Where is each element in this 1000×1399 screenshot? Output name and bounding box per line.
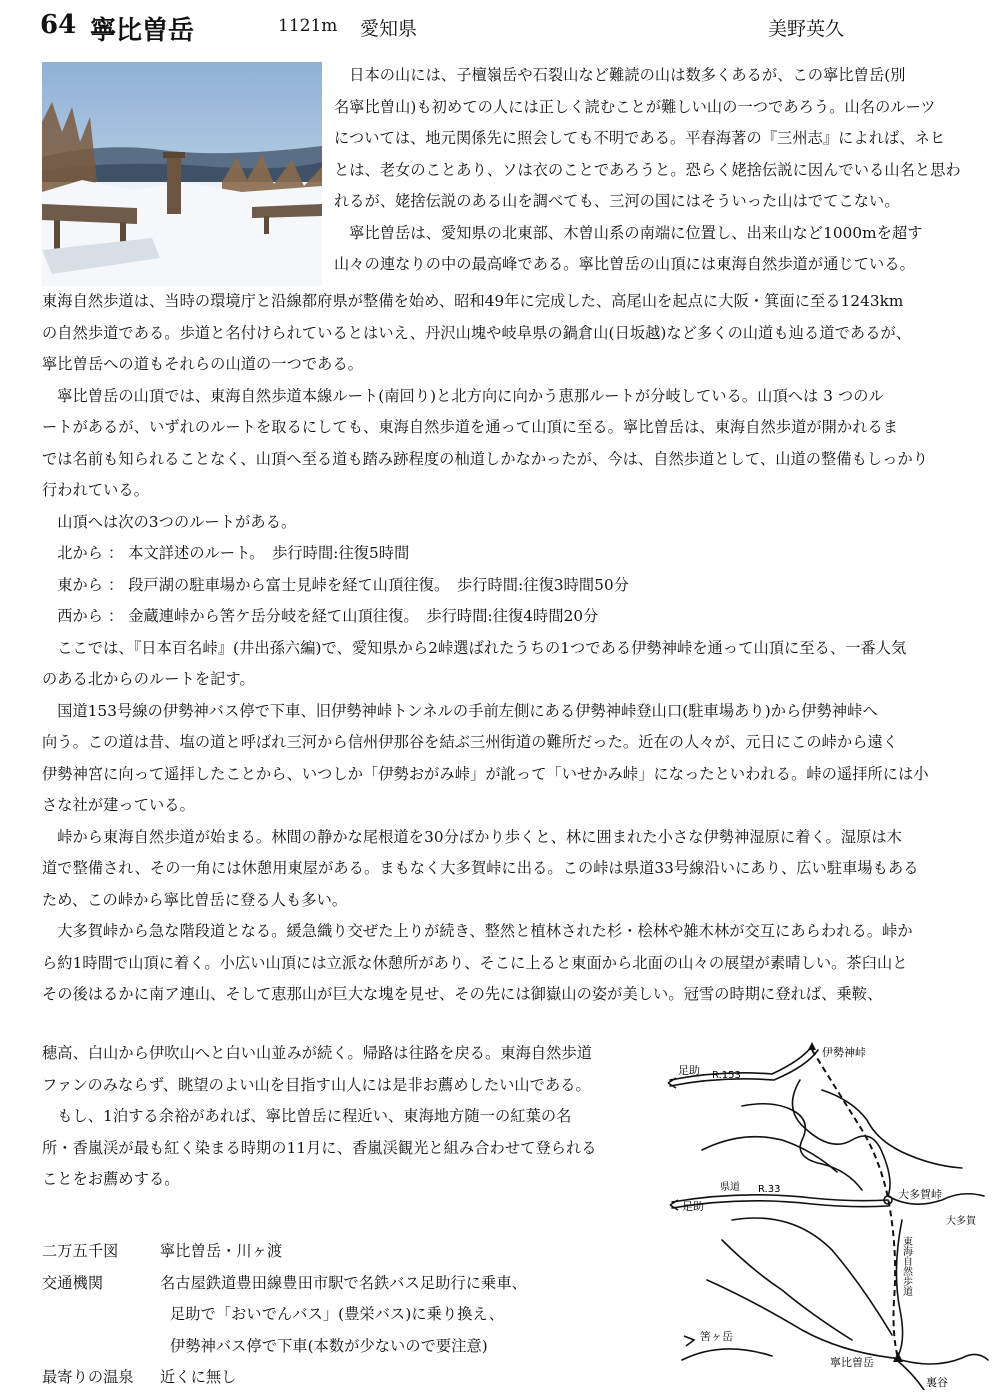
closing-text (42, 1038, 597, 1196)
text-line: 峠から東海自然歩道が始まる。林間の静かな尾根道を30分ばかり歩くと、林に囲まれた小さな伊勢神湿原に着く。湿原は木 (57, 827, 902, 846)
info-value-onsen: 近くに無し (160, 1368, 237, 1386)
text-line: 東海自然歩道は、当時の環境庁と沿線都府県が整備を始め、昭和49年に完成した、高尾山を起点に大阪・箕面に至る1243km (42, 292, 904, 310)
text-line: 伊勢神宮に向って遥拝したことから、いつしか「伊勢おがみ峠」が訛って「いせかみ峠」になったといわれる。峠の遥拝所には小 (42, 764, 929, 783)
text-line: ら約1時間で山頂に着く。小広い山頂には立派な休憩所があり、そこに上ると東面から北面の山々の展望が素晴しい。茶臼山と (42, 953, 908, 972)
map-label-hazu: 筈ヶ岳 (700, 1330, 733, 1343)
map-label-ootaga: 大多賀峠 (898, 1188, 942, 1201)
info-value-transport-2: 足助で「おいでんバス」(豊栄バス)に乗り換え、 (170, 1305, 504, 1323)
text-line: については、地元関係先に照会しても不明である。平春海著の『三州志』によれば、ネヒ (334, 129, 946, 147)
info-label-map: 二万五千図 (42, 1242, 119, 1260)
text-line: 国道153号線の伊勢神バス停で下車、旧伊勢神峠トンネルの手前左側にある伊勢神峠登山口(駐車場あり)から伊勢神峠へ (57, 701, 878, 720)
text-line: のある北からのルートを記す。 (42, 670, 255, 688)
info-label-onsen: 最寄りの温泉 (42, 1368, 134, 1386)
text-line: もし、1泊する余裕があれば、寧比曽岳に程近い、東海地方随一の紅葉の名 (57, 1107, 572, 1125)
map-label-kendo: 県道 (720, 1182, 740, 1193)
text-line: その後はるかに南ア連山、そして恵那山が巨大な塊を見せ、その先には御嶽山の姿が美しい。冠雪の時期に登れば、乗鞍、 (42, 985, 883, 1003)
text-line: 寧比曽岳は、愛知県の北東部、木曽山系の南端に位置し、出来山など1000mを超す (349, 223, 923, 242)
text-line: ファンのみならず、眺望のよい山を目指す山人には是非お薦めしたい山である。 (42, 1075, 591, 1094)
info-onsen-row (42, 1362, 527, 1394)
mountain-name: 寧比曽岳 (90, 16, 195, 46)
prefecture: 愛知県 (360, 18, 418, 40)
map-label-r153: R.153 (712, 1070, 741, 1081)
text-line: とは、老女のことあり、ソは衣のことであろうと。恐らく姥捨伝説に因んでいる山名と思わ (334, 160, 961, 179)
author-name: 美野英久 (768, 18, 845, 40)
text-line: 行われている。 (42, 481, 150, 499)
info-value-map: 寧比曽岳・川ヶ渡 (160, 1242, 283, 1260)
route-east: 東から ： 段戸湖の駐車場から富士見峠を経て山頂往復。 歩行時間:往復3時間50分 (57, 575, 630, 594)
page-header (40, 10, 980, 44)
text-line: 寧比曽岳の山頂では、東海自然歩道本線ルート(南回り)と北方向に向かう恵那ルートが分岐している。山頂へは 3 つのル (57, 386, 884, 405)
map-label-r33: R.33 (758, 1184, 781, 1195)
text-line: 道で整備され、その一角には休憩用東屋がある。まもなく大多賀峠に出る。この峠は県道33号線沿いにあり、広い駐車場もある (42, 859, 919, 877)
route-west: 西から ： 金蔵連峠から筈ケ岳分岐を経て山頂往復。 歩行時間:往復4時間20分 (57, 607, 599, 625)
elevation: 1121m (278, 16, 338, 36)
text-line: さな社が建っている。 (42, 796, 195, 814)
text-line: 所・香嵐渓が最も紅く染まる時期の11月に、香嵐渓観光と組み合わせて登られる (42, 1138, 597, 1157)
route-north: 北から ： 本文詳述のルート。 歩行時間:往復5時間 (57, 544, 410, 562)
route-map (662, 1040, 990, 1390)
info-value-transport-3: 伊勢神バス停で下車(本数が少ないので要注意) (170, 1336, 488, 1355)
text-line: 名寧比曽山)も初めての人には正しく読むことが難しい山の一つであろう。山名のルーツ (334, 97, 936, 116)
body-text (42, 286, 929, 1011)
text-line: ここでは、『日本百名峠』(井出孫六編)で、愛知県から2峠選ばれたうちの1つである伊勢神峠を通って山頂に至る、一番人気 (57, 638, 907, 657)
info-map-row (42, 1236, 527, 1268)
info-label-transport: 交通機関 (42, 1273, 104, 1292)
text-line: ため、この峠から寧比曽岳に登る人も多い。 (42, 890, 348, 909)
map-label-asuke-top: 足助 (678, 1064, 700, 1077)
text-line: ートがあるが、いずれのルートを取るにしても、東海自然歩道を通って山頂に至る。寧比曽岳は、東海自然歩道が開かれるま (42, 418, 899, 436)
text-line: 日本の山には、子檀嶺岳や石裂山など難読の山は数多くあるが、この寧比曽岳(別 (349, 66, 906, 84)
text-line: ことをお薦めする。 (42, 1170, 180, 1188)
text-line: れるが、姥捨伝説のある山を調べても、三河の国にはそういった山はでてこない。 (334, 192, 900, 210)
text-line: では名前も知られることなく、山頂へ至る道も踏み跡程度の杣道しかなかったが、今は、自然歩道として、山道の整備もしっかり (42, 449, 929, 468)
info-transport-row (42, 1268, 527, 1300)
text-line: の自然歩道である。歩道と名付けられているとはいえ、丹沢山塊や岐阜県の鍋倉山(日坂越)など多くの山道も辿る道であるが、 (42, 323, 912, 342)
routes-intro: 山頂へは次の3つのルートがある。 (57, 512, 297, 531)
map-label-ootaga-side: 大多賀 (946, 1216, 976, 1227)
paragraph-intro (334, 60, 961, 281)
summit-photo (42, 62, 322, 286)
text-line: 寧比曽岳への道もそれらの山道の一つである。 (42, 355, 364, 373)
info-value-transport-1: 名古屋鉄道豊田線豊田市駅で名鉄バス足助行に乗車、 (160, 1273, 527, 1292)
map-label-trail: 東海自然歩道 (900, 1236, 912, 1296)
map-label-nebiso: 寧比曽岳 (830, 1356, 874, 1369)
info-block (42, 1236, 527, 1394)
map-label-isegami: 伊勢神峠 (822, 1046, 866, 1059)
text-line: 向う。この道は昔、塩の道と呼ばれ三河から信州伊那谷を結ぶ三州街道の難所だった。近在の人々が、元日にこの峠から遠く (42, 733, 899, 751)
text-line: 大多賀峠から急な階段道となる。緩急織り交ぜた上りが続き、整然と植林された杉・桧林や雑木林が交互にあらわれる。峠か (57, 922, 913, 940)
text-line: 穂高、白山から伊吹山へと白い山並みが続く。帰路は往路を戻る。東海自然歩道 (42, 1044, 593, 1062)
map-label-bottom: 裏谷 (926, 1376, 948, 1389)
chapter-number: 64 (40, 10, 77, 40)
map-label-asuke-mid: 足助 (682, 1200, 704, 1213)
text-line: 山々の連なりの中の最高峰である。寧比曽岳の山頂には東海自然歩道が通じている。 (334, 255, 915, 273)
